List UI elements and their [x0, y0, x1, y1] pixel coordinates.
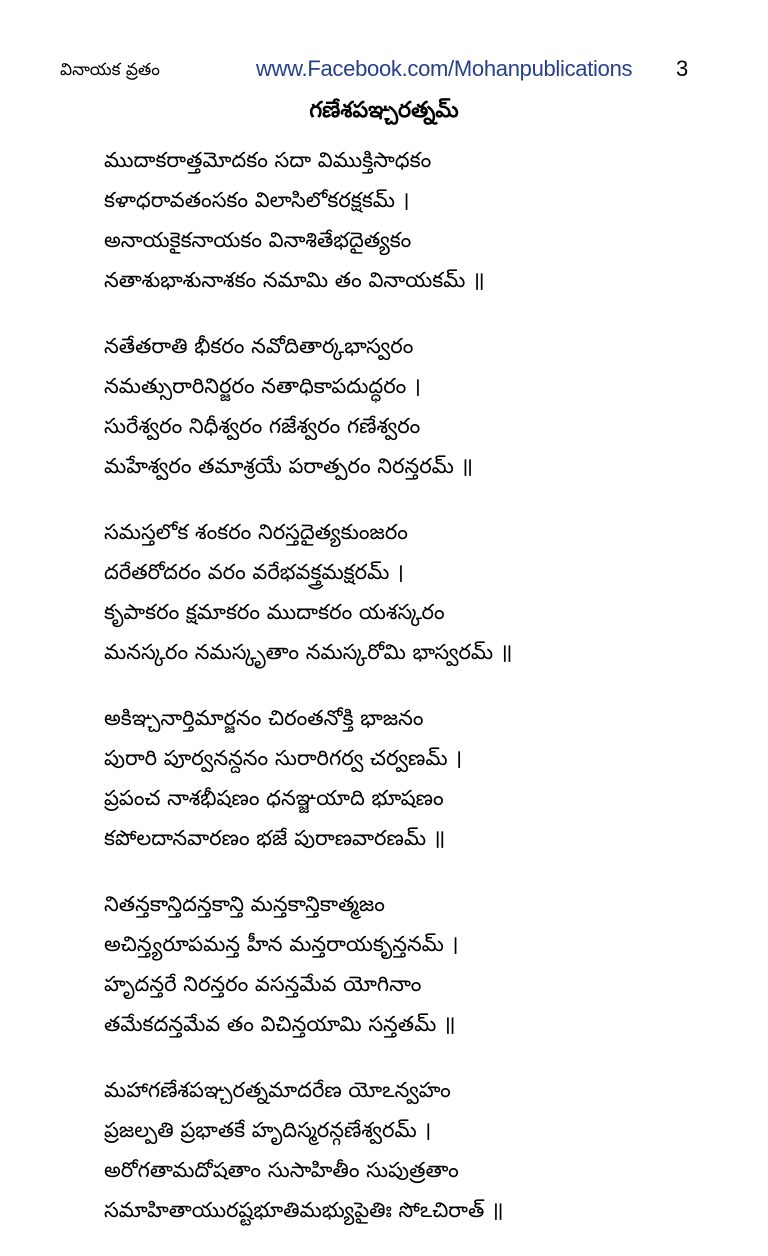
verse-line: మనస్కరం నమస్కృతాం నమస్కరోమి భాస్వరమ్ ॥	[104, 640, 513, 664]
verse-line: హృదన్తరే నిరన్తరం వసన్తమేవ యోగినాం	[104, 972, 422, 996]
verse-line: పురారి పూర్వనన్దనం సురారిగర్వ చర్వణమ్ ।	[104, 746, 463, 770]
facebook-url: www.Facebook.com/Mohanpublications	[256, 56, 633, 81]
book-title: వినాయక వ్రతం	[60, 60, 160, 80]
stotra-title: గణేశపఞ్చరత్నమ్	[309, 98, 459, 123]
verse-line: అచిన్త్యరూపమన్త హీన మన్తరాయకృన్తనమ్ ।	[104, 932, 459, 956]
page-number: 3	[676, 56, 689, 81]
page-header	[0, 0, 768, 100]
verse-line: తమేకదన్తమేవ తం విచిన్తయామి సన్తతమ్ ॥	[104, 1012, 456, 1036]
verse-line: దరేతరోదరం వరం వరేభవక్త్రమక్షరమ్ ।	[104, 560, 404, 584]
verse-line: సురేశ్వరం నిధీశ్వరం గజేశ్వరం గణేశ్వరం	[104, 414, 421, 438]
verse-line: కళాధరావతంసకం విలాసిలోకరక్షకమ్ ।	[104, 188, 410, 212]
verse-line: కపోలదానవారణం భజే పురాణవారణమ్ ॥	[104, 826, 446, 850]
verse-line: నితన్తకాన్తిదన్తకాన్తి మన్తకాన్తికాత్మజం	[104, 892, 385, 916]
verse-line: ప్రజల్పతి ప్రభాతకే హృదిస్మరన్గణేశ్వరమ్ ।	[104, 1118, 432, 1142]
verses-container	[104, 140, 724, 1256]
verse-line: నతాశుభాశునాశకం నమామి తం వినాయకమ్ ॥	[104, 268, 485, 292]
verse-line: కృపాకరం క్షమాకరం ముదాకరం యశస్కరం	[104, 600, 445, 624]
verse-6	[104, 1070, 724, 1230]
verse-4	[104, 698, 724, 858]
verse-line: అరోగతామదోషతాం సుసాహితీం సుపుత్రతాం	[104, 1158, 459, 1182]
verse-line: అనాయకైకనాయకం వినాశితేభదైత్యకం	[104, 228, 412, 252]
verse-1	[104, 140, 724, 300]
verse-line: అకిఞ్చనార్తిమార్జనం చిరంతనోక్తి భాజనం	[104, 706, 424, 730]
verse-line: నమత్సురారినిర్జరం నతాధికాపదుద్ధరం ।	[104, 374, 421, 398]
verse-line: నతేతరాతి భీకరం నవోదితార్కభాస్వరం	[104, 334, 414, 358]
verse-2	[104, 326, 724, 486]
verse-line: సమస్తలోక శంకరం నిరస్తదైత్యకుంజరం	[104, 520, 408, 544]
verse-line: ప్రపంచ నాశభీషణం ధనఞ్జయాది భూషణం	[104, 786, 444, 810]
verse-line: ముదాకరాత్తమోదకం సదా విముక్తిసాధకం	[104, 148, 432, 172]
verse-3	[104, 512, 724, 672]
verse-5	[104, 884, 724, 1044]
verse-line: మహాగణేశపఞ్చరత్నమాదరేణ యోఽన్వహం	[104, 1078, 451, 1102]
verse-line: మహేశ్వరం తమాశ్రయే పరాత్పరం నిరన్తరమ్ ॥	[104, 454, 474, 478]
verse-line: సమాహితాయురష్టభూతిమభ్యుపైతిః సోఽచిరాత్ ॥	[104, 1198, 504, 1222]
